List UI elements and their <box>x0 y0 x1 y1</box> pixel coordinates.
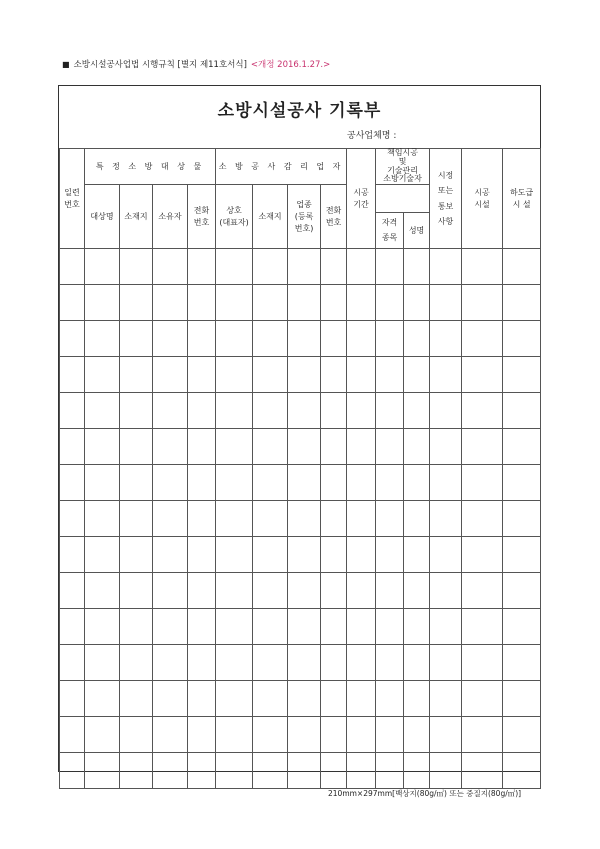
table-cell[interactable] <box>253 717 288 753</box>
table-cell[interactable] <box>430 681 462 717</box>
table-cell[interactable] <box>321 249 347 285</box>
table-cell[interactable] <box>430 609 462 645</box>
table-cell[interactable] <box>60 609 85 645</box>
table-cell[interactable] <box>253 681 288 717</box>
table-cell[interactable] <box>404 609 430 645</box>
table-cell[interactable] <box>347 321 376 357</box>
table-cell[interactable] <box>503 429 541 465</box>
table-cell[interactable] <box>404 357 430 393</box>
table-cell[interactable] <box>462 609 503 645</box>
table-cell[interactable] <box>503 537 541 573</box>
table-cell[interactable] <box>216 573 253 609</box>
table-cell[interactable] <box>462 429 503 465</box>
table-cell[interactable] <box>462 501 503 537</box>
table-cell[interactable] <box>462 717 503 753</box>
table-cell[interactable] <box>120 465 153 501</box>
table-cell[interactable] <box>253 321 288 357</box>
table-cell[interactable] <box>153 321 188 357</box>
table-cell[interactable] <box>376 645 404 681</box>
table-cell[interactable] <box>188 573 216 609</box>
table-cell[interactable] <box>288 249 321 285</box>
table-row <box>60 681 541 717</box>
table-cell[interactable] <box>376 717 404 753</box>
table-cell[interactable] <box>430 465 462 501</box>
table-cell[interactable] <box>153 609 188 645</box>
table-cell[interactable] <box>321 321 347 357</box>
table-cell[interactable] <box>404 285 430 321</box>
header-target-phone: 전화 번호 <box>188 185 216 249</box>
table-cell[interactable] <box>153 249 188 285</box>
table-cell[interactable] <box>60 465 85 501</box>
table-cell[interactable] <box>347 645 376 681</box>
table-cell[interactable] <box>216 429 253 465</box>
table-cell[interactable] <box>216 537 253 573</box>
table-cell[interactable] <box>503 573 541 609</box>
table-cell[interactable] <box>321 645 347 681</box>
table-cell[interactable] <box>85 609 120 645</box>
table-cell[interactable] <box>376 501 404 537</box>
table-row <box>60 573 541 609</box>
table-cell[interactable] <box>404 537 430 573</box>
table-row <box>60 501 541 537</box>
table-cell[interactable] <box>404 573 430 609</box>
table-cell[interactable] <box>288 609 321 645</box>
header-supervisor-phone: 전화 번호 <box>321 185 347 249</box>
table-cell[interactable] <box>376 321 404 357</box>
table-cell[interactable] <box>404 717 430 753</box>
table-cell[interactable] <box>376 357 404 393</box>
table-cell[interactable] <box>288 285 321 321</box>
table-row <box>60 429 541 465</box>
table-cell[interactable] <box>503 753 541 789</box>
table-cell[interactable] <box>503 393 541 429</box>
table-cell[interactable] <box>347 429 376 465</box>
record-rows <box>60 249 541 789</box>
table-cell[interactable] <box>404 465 430 501</box>
table-cell[interactable] <box>216 753 253 789</box>
header-target-location: 소재지 <box>120 185 153 249</box>
table-row <box>60 645 541 681</box>
table-cell[interactable] <box>347 249 376 285</box>
table-cell[interactable] <box>120 501 153 537</box>
table-cell[interactable] <box>85 465 120 501</box>
table-cell[interactable] <box>503 645 541 681</box>
table-cell[interactable] <box>288 645 321 681</box>
table-cell[interactable] <box>60 753 85 789</box>
record-form <box>58 85 541 772</box>
table-cell[interactable] <box>188 429 216 465</box>
table-cell[interactable] <box>120 645 153 681</box>
table-cell[interactable] <box>321 717 347 753</box>
table-cell[interactable] <box>321 573 347 609</box>
table-cell[interactable] <box>347 717 376 753</box>
table-cell[interactable] <box>188 537 216 573</box>
table-cell[interactable] <box>462 537 503 573</box>
header-subcontract-facility: 하도급 시 설 <box>503 149 541 249</box>
table-cell[interactable] <box>376 753 404 789</box>
table-cell[interactable] <box>347 357 376 393</box>
table-cell[interactable] <box>153 753 188 789</box>
table-cell[interactable] <box>376 681 404 717</box>
form-reference-text: 소방시설공사업법 시행규칙 [별지 제11호서식] <box>73 60 247 70</box>
table-cell[interactable] <box>120 429 153 465</box>
header-construction-facility: 시공 시설 <box>462 149 503 249</box>
table-cell[interactable] <box>288 681 321 717</box>
table-cell[interactable] <box>120 249 153 285</box>
table-cell[interactable] <box>60 645 85 681</box>
table-cell[interactable] <box>188 645 216 681</box>
table-cell[interactable] <box>321 753 347 789</box>
table-cell[interactable] <box>462 681 503 717</box>
table-cell[interactable] <box>153 429 188 465</box>
header-supervisor-business: 업종 (등록 번호) <box>288 185 321 249</box>
table-cell[interactable] <box>462 285 503 321</box>
table-cell[interactable] <box>153 537 188 573</box>
table-cell[interactable] <box>347 753 376 789</box>
table-cell[interactable] <box>376 249 404 285</box>
table-row <box>60 357 541 393</box>
table-cell[interactable] <box>288 753 321 789</box>
table-cell[interactable] <box>60 285 85 321</box>
header-target-name: 대상명 <box>85 185 120 249</box>
square-bullet-icon: ■ <box>62 60 70 69</box>
table-cell[interactable] <box>503 285 541 321</box>
table-cell[interactable] <box>253 753 288 789</box>
table-cell[interactable] <box>376 573 404 609</box>
form-title: 소방시설공사 기록부 <box>217 101 382 121</box>
table-cell[interactable] <box>404 753 430 789</box>
header-target-owner: 소유자 <box>153 185 188 249</box>
table-cell[interactable] <box>288 357 321 393</box>
table-cell[interactable] <box>85 537 120 573</box>
table-row <box>60 609 541 645</box>
table-cell[interactable] <box>120 717 153 753</box>
table-cell[interactable] <box>60 501 85 537</box>
table-cell[interactable] <box>347 465 376 501</box>
table-cell[interactable] <box>188 501 216 537</box>
table-cell[interactable] <box>430 645 462 681</box>
table-cell[interactable] <box>347 393 376 429</box>
table-cell[interactable] <box>288 321 321 357</box>
table-cell[interactable] <box>321 429 347 465</box>
table-cell[interactable] <box>430 429 462 465</box>
table-cell[interactable] <box>288 573 321 609</box>
table-cell[interactable] <box>188 357 216 393</box>
table-cell[interactable] <box>188 321 216 357</box>
table-cell[interactable] <box>376 393 404 429</box>
table-cell[interactable] <box>288 429 321 465</box>
table-cell[interactable] <box>120 573 153 609</box>
table-cell[interactable] <box>253 357 288 393</box>
table-cell[interactable] <box>153 681 188 717</box>
table-cell[interactable] <box>216 465 253 501</box>
table-cell[interactable] <box>404 645 430 681</box>
table-cell[interactable] <box>321 357 347 393</box>
table-cell[interactable] <box>253 609 288 645</box>
table-cell[interactable] <box>85 249 120 285</box>
table-cell[interactable] <box>253 429 288 465</box>
header-engineer-qualification: 자격 종목 <box>376 213 404 249</box>
table-cell[interactable] <box>430 753 462 789</box>
table-cell[interactable] <box>376 537 404 573</box>
table-cell[interactable] <box>85 717 120 753</box>
table-row <box>60 249 541 285</box>
table-cell[interactable] <box>60 717 85 753</box>
table-cell[interactable] <box>253 249 288 285</box>
table-cell[interactable] <box>253 285 288 321</box>
table-cell[interactable] <box>347 285 376 321</box>
table-cell[interactable] <box>85 645 120 681</box>
table-cell[interactable] <box>188 393 216 429</box>
table-cell[interactable] <box>503 357 541 393</box>
table-cell[interactable] <box>404 681 430 717</box>
table-cell[interactable] <box>288 393 321 429</box>
table-cell[interactable] <box>321 681 347 717</box>
table-cell[interactable] <box>188 249 216 285</box>
table-cell[interactable] <box>120 537 153 573</box>
table-cell[interactable] <box>321 285 347 321</box>
table-cell[interactable] <box>85 501 120 537</box>
table-cell[interactable] <box>253 645 288 681</box>
header-supervisor-group: 소 방 공 사 감 리 업 자 <box>216 149 347 185</box>
table-cell[interactable] <box>120 285 153 321</box>
table-cell[interactable] <box>120 393 153 429</box>
table-cell[interactable] <box>216 609 253 645</box>
table-cell[interactable] <box>153 717 188 753</box>
table-cell[interactable] <box>430 501 462 537</box>
table-cell[interactable] <box>321 537 347 573</box>
table-row <box>60 537 541 573</box>
table-cell[interactable] <box>60 393 85 429</box>
table-cell[interactable] <box>60 537 85 573</box>
table-cell[interactable] <box>253 465 288 501</box>
table-cell[interactable] <box>216 501 253 537</box>
table-cell[interactable] <box>376 285 404 321</box>
table-cell[interactable] <box>60 681 85 717</box>
table-cell[interactable] <box>430 285 462 321</box>
table-cell[interactable] <box>503 465 541 501</box>
table-cell[interactable] <box>60 429 85 465</box>
table-cell[interactable] <box>153 357 188 393</box>
table-cell[interactable] <box>216 321 253 357</box>
table-cell[interactable] <box>347 681 376 717</box>
table-cell[interactable] <box>288 717 321 753</box>
table-cell[interactable] <box>404 393 430 429</box>
record-table <box>59 148 541 789</box>
table-cell[interactable] <box>288 537 321 573</box>
header-construction-period: 시공 기간 <box>347 149 376 249</box>
table-cell[interactable] <box>188 717 216 753</box>
table-cell[interactable] <box>253 393 288 429</box>
table-row <box>60 393 541 429</box>
table-cell[interactable] <box>430 573 462 609</box>
table-cell[interactable] <box>321 501 347 537</box>
table-cell[interactable] <box>188 465 216 501</box>
table-cell[interactable] <box>430 357 462 393</box>
header-engineer-name: 성명 <box>404 213 430 249</box>
table-row <box>60 321 541 357</box>
table-cell[interactable] <box>216 393 253 429</box>
table-cell[interactable] <box>216 645 253 681</box>
table-cell[interactable] <box>216 681 253 717</box>
table-row <box>60 285 541 321</box>
table-cell[interactable] <box>503 501 541 537</box>
table-cell[interactable] <box>503 681 541 717</box>
table-cell[interactable] <box>120 753 153 789</box>
table-cell[interactable] <box>188 681 216 717</box>
table-cell[interactable] <box>120 321 153 357</box>
form-reference-note <box>62 58 330 70</box>
header-serial-number: 일련 번호 <box>60 149 85 249</box>
table-cell[interactable] <box>462 393 503 429</box>
table-cell[interactable] <box>462 465 503 501</box>
header-supervisor-location: 소재지 <box>253 185 288 249</box>
table-cell[interactable] <box>216 717 253 753</box>
table-cell[interactable] <box>85 321 120 357</box>
header-correction-notice: 시정 또는 통보 사항 <box>430 149 462 249</box>
table-cell[interactable] <box>153 393 188 429</box>
table-cell[interactable] <box>253 573 288 609</box>
table-cell[interactable] <box>376 609 404 645</box>
table-cell[interactable] <box>462 753 503 789</box>
table-cell[interactable] <box>503 609 541 645</box>
table-row <box>60 753 541 789</box>
header-supervisor-name: 상호 (대표자) <box>216 185 253 249</box>
table-cell[interactable] <box>321 609 347 645</box>
table-cell[interactable] <box>376 465 404 501</box>
table-cell[interactable] <box>404 321 430 357</box>
table-cell[interactable] <box>430 249 462 285</box>
table-cell[interactable] <box>153 501 188 537</box>
table-cell[interactable] <box>462 573 503 609</box>
table-cell[interactable] <box>404 249 430 285</box>
table-cell[interactable] <box>153 645 188 681</box>
table-cell[interactable] <box>85 285 120 321</box>
table-cell[interactable] <box>85 357 120 393</box>
table-cell[interactable] <box>120 609 153 645</box>
table-cell[interactable] <box>253 537 288 573</box>
table-cell[interactable] <box>253 501 288 537</box>
table-cell[interactable] <box>153 465 188 501</box>
table-cell[interactable] <box>288 501 321 537</box>
table-cell[interactable] <box>120 357 153 393</box>
table-cell[interactable] <box>430 321 462 357</box>
table-cell[interactable] <box>60 321 85 357</box>
table-cell[interactable] <box>60 573 85 609</box>
table-cell[interactable] <box>85 753 120 789</box>
paper-spec-footer: 210mm×297mm[백상지(80g/㎡) 또는 중질지(80g/㎡)] <box>328 789 522 798</box>
table-row <box>60 465 541 501</box>
table-cell[interactable] <box>188 285 216 321</box>
table-cell[interactable] <box>188 753 216 789</box>
table-cell[interactable] <box>462 249 503 285</box>
table-cell[interactable] <box>288 465 321 501</box>
table-cell[interactable] <box>216 285 253 321</box>
table-cell[interactable] <box>503 249 541 285</box>
table-cell[interactable] <box>120 681 153 717</box>
table-cell[interactable] <box>85 573 120 609</box>
table-cell[interactable] <box>153 573 188 609</box>
table-cell[interactable] <box>347 501 376 537</box>
table-cell[interactable] <box>462 357 503 393</box>
table-cell[interactable] <box>85 681 120 717</box>
table-cell[interactable] <box>404 501 430 537</box>
table-cell[interactable] <box>60 357 85 393</box>
company-name-label: 공사업체명 : <box>347 131 397 141</box>
table-cell[interactable] <box>188 609 216 645</box>
table-cell[interactable] <box>153 285 188 321</box>
table-cell[interactable] <box>376 429 404 465</box>
table-cell[interactable] <box>462 321 503 357</box>
table-cell[interactable] <box>430 717 462 753</box>
revision-date: <개정 2016.1.27.> <box>250 60 331 70</box>
table-cell[interactable] <box>85 429 120 465</box>
header-engineer-group: 책임시공 및 기술관리 소방기술자 <box>376 149 430 185</box>
table-cell[interactable] <box>503 717 541 753</box>
table-cell[interactable] <box>347 573 376 609</box>
table-row <box>60 717 541 753</box>
table-cell[interactable] <box>347 609 376 645</box>
table-cell[interactable] <box>321 393 347 429</box>
table-cell[interactable] <box>347 537 376 573</box>
table-cell[interactable] <box>404 429 430 465</box>
table-cell[interactable] <box>430 393 462 429</box>
table-cell[interactable] <box>216 357 253 393</box>
table-cell[interactable] <box>462 645 503 681</box>
table-cell[interactable] <box>216 249 253 285</box>
table-cell[interactable] <box>60 249 85 285</box>
table-cell[interactable] <box>85 393 120 429</box>
table-cell[interactable] <box>503 321 541 357</box>
table-cell[interactable] <box>321 465 347 501</box>
table-cell[interactable] <box>430 537 462 573</box>
header-target-group: 특 정 소 방 대 상 물 <box>85 149 216 185</box>
